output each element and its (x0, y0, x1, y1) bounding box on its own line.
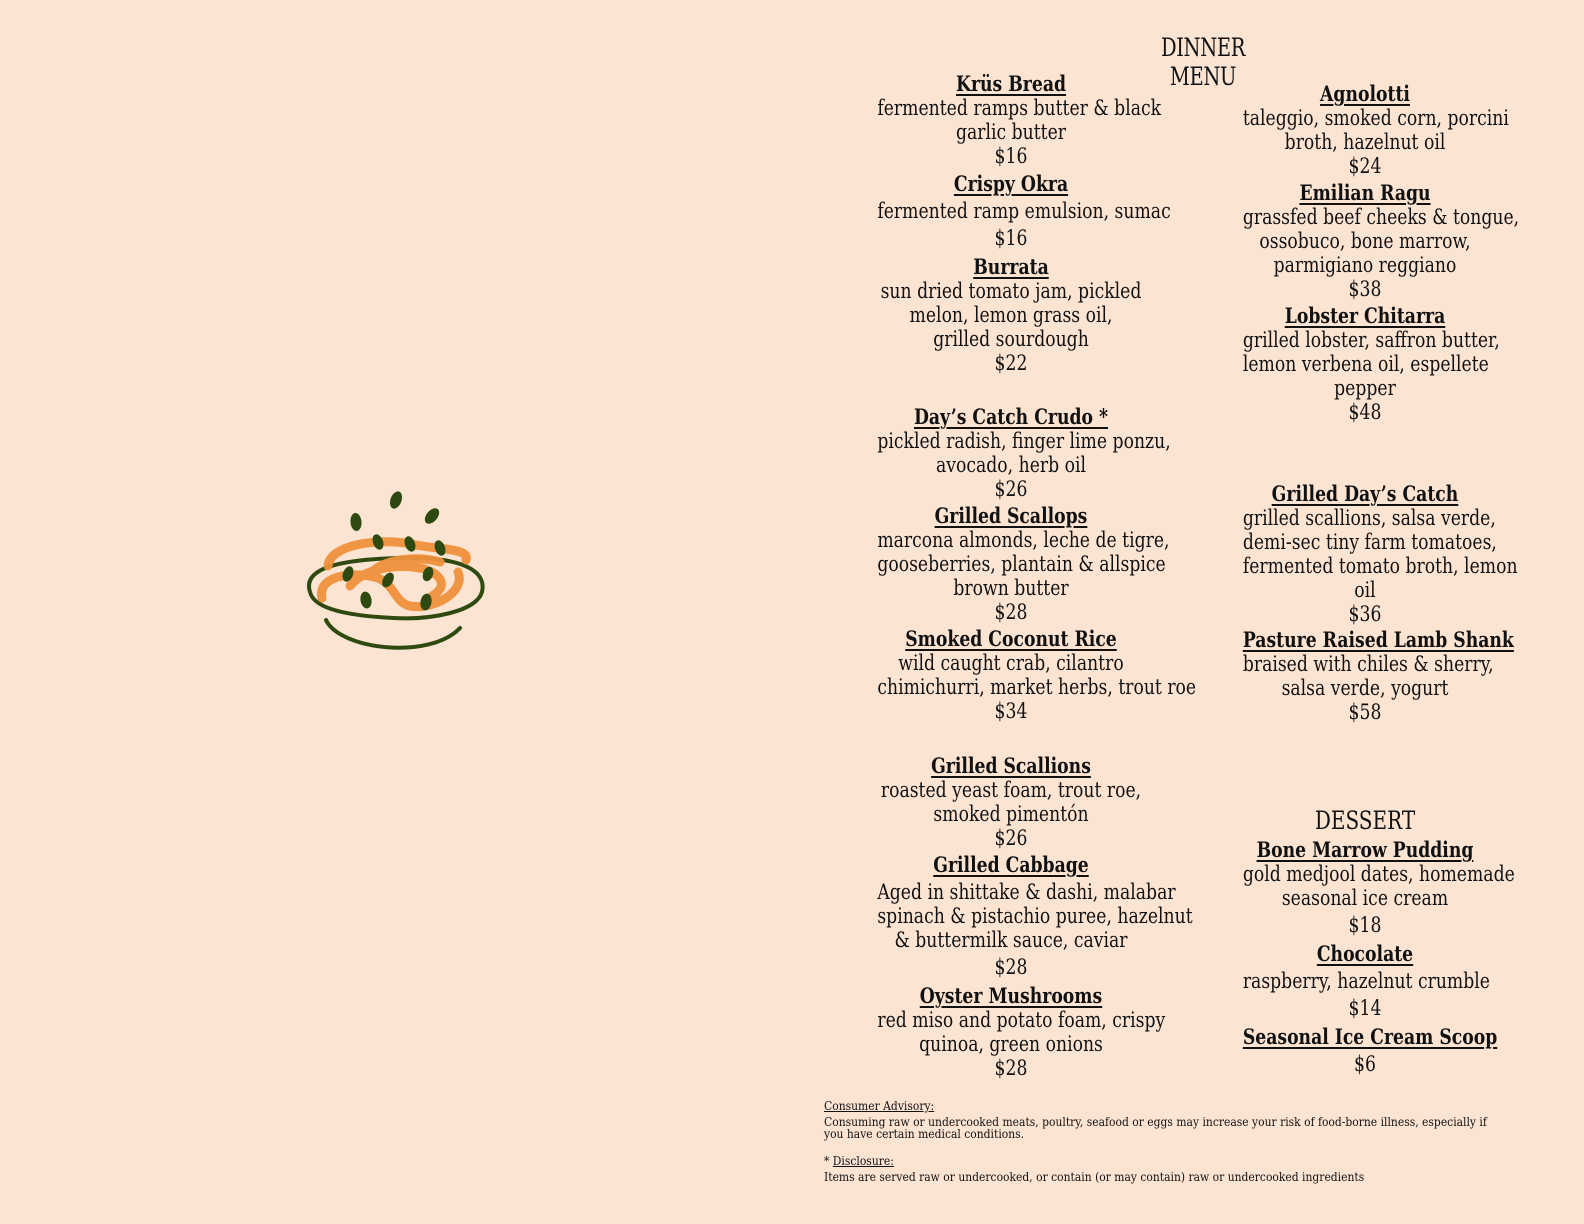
menu-item-price: $22 (994, 351, 1028, 375)
menu-item-name: Krüs Bread (955, 71, 1067, 96)
disclosure-text: Items are served raw or undercooked, or contain (or may contain) raw or undercooked ingredients (824, 1169, 1365, 1184)
menu-item (1216, 180, 1520, 301)
menu-item (1216, 628, 1514, 724)
menu-item (1216, 481, 1518, 626)
menu-item-price: $24 (1348, 154, 1382, 178)
menu-item-name: Pasture Raised Lamb Shank (1242, 627, 1514, 652)
pasta-bowl-illustration (300, 488, 490, 668)
menu-item-price: $36 (1348, 602, 1382, 626)
menu-item-desc: brown butter (953, 576, 1069, 600)
disclosure-heading-line (824, 1155, 1443, 1167)
menu-item-desc: parmigiano reggiano (1273, 253, 1457, 277)
menu-item-desc: gooseberries, plantain & allspice (877, 552, 1166, 576)
menu-item-name: Crispy Okra (953, 171, 1069, 196)
menu-item-desc: fermented ramps butter & black (877, 96, 1162, 120)
menu-item-price: $26 (994, 477, 1028, 501)
menu-item-price: $16 (994, 144, 1028, 168)
consumer-advisory (824, 1100, 1544, 1140)
menu-item-price: $6 (1354, 1052, 1376, 1076)
menu-item-name: Burrata (973, 254, 1049, 279)
menu-item-name: Grilled Scallions (931, 753, 1091, 778)
menu-item (848, 984, 1174, 1080)
menu-item-desc: gold medjool dates, homemade (1242, 862, 1515, 886)
menu-item-price: $28 (994, 955, 1028, 979)
menu-item-name: Smoked Coconut Rice (905, 626, 1117, 651)
menu-item-desc: marcona almonds, leche de tigre, (877, 528, 1170, 552)
menu-item-price: $34 (994, 699, 1028, 723)
menu-item-desc: smoked pimentón (933, 802, 1089, 826)
menu-item-desc: raspberry, hazelnut crumble (1242, 969, 1490, 993)
menu-item (1216, 82, 1514, 178)
menu-item (848, 754, 1174, 850)
menu-item-name: Lobster Chitarra (1284, 303, 1446, 328)
menu-item-desc: roasted yeast foam, trout roe, (880, 778, 1142, 802)
menu-item-name: Seasonal Ice Cream Scoop (1242, 1024, 1498, 1049)
menu-item-desc: avocado, herb oil (935, 453, 1087, 477)
menu-item-name: Day’s Catch Crudo * (913, 404, 1109, 429)
menu-item-desc: braised with chiles & sherry, (1242, 652, 1494, 676)
menu-item-price: $58 (1348, 700, 1382, 724)
menu-item-desc: melon, lemon grass oil, (909, 303, 1113, 327)
disclosure-marker: * (824, 1153, 833, 1168)
menu-item-desc: ossobuco, bone marrow, (1259, 229, 1471, 253)
menu-item-desc: fermented ramp emulsion, sumac (877, 199, 1171, 223)
advisory-text: Consuming raw or undercooked meats, poultry, seafood or eggs may increase your risk of food-borne illness, especially if (824, 1114, 1487, 1129)
menu-item-desc: wild caught crab, cilantro (898, 651, 1124, 675)
menu-item-name: Bone Marrow Pudding (1256, 837, 1474, 862)
advisory-text: you have certain medical conditions. (824, 1126, 1025, 1141)
menu-item-desc: red miso and potato foam, crispy (877, 1008, 1166, 1032)
menu-item-desc: garlic butter (955, 120, 1067, 144)
menu-item-desc: grilled sourdough (933, 327, 1089, 351)
menu-item-desc: quinoa, green onions (919, 1032, 1103, 1056)
menu-item-price: $26 (994, 826, 1028, 850)
menu-item-desc: broth, hazelnut oil (1284, 130, 1446, 154)
menu-item (1216, 304, 1514, 424)
dessert-heading: DESSERT (1314, 806, 1416, 835)
menu-item (848, 172, 1174, 250)
menu-item-price: $28 (994, 1056, 1028, 1080)
menu-item-desc: grilled scallions, salsa verde, (1242, 506, 1496, 530)
menu-item-desc: seasonal ice cream (1281, 886, 1449, 910)
menu-item-desc: Aged in shittake & dashi, malabar (877, 880, 1176, 904)
menu-item (848, 255, 1174, 375)
bowl-base-icon (326, 620, 460, 648)
menu-item (848, 72, 1174, 168)
menu-item (848, 852, 1193, 979)
menu-item-desc: chimichurri, market herbs, trout roe (877, 675, 1197, 699)
menu-item-desc: pepper (1334, 376, 1396, 400)
menu-item-desc: pickled radish, finger lime ponzu, (877, 429, 1171, 453)
menu-item-desc: demi-sec tiny farm tomatoes, (1242, 530, 1497, 554)
menu-item-desc: lemon verbena oil, espellete (1242, 352, 1489, 376)
menu-item-desc: grassfed beef cheeks & tongue, (1242, 205, 1520, 229)
menu-item-desc: & buttermilk sauce, caviar (894, 928, 1128, 952)
menu-item (1216, 838, 1514, 937)
menu-item-price: $14 (1348, 996, 1382, 1020)
disclosure (824, 1155, 1544, 1183)
menu-item-name: Chocolate (1316, 941, 1414, 966)
menu-item-desc: salsa verde, yogurt (1281, 676, 1449, 700)
advisory-heading: Consumer Advisory: (824, 1098, 935, 1113)
menu-item-desc: fermented tomato broth, lemon (1242, 554, 1518, 578)
menu-item-price: $28 (994, 600, 1028, 624)
menu-item-desc: sun dried tomato jam, pickled (880, 279, 1142, 303)
disclosure-heading: Disclosure: (832, 1153, 894, 1168)
menu-title: DINNER MENU (1160, 33, 1246, 91)
menu-item (848, 626, 1197, 723)
menu-item-name: Grilled Cabbage (933, 852, 1089, 877)
menu-item-desc: oil (1354, 578, 1376, 602)
menu-item-price: $48 (1348, 400, 1382, 424)
menu-item-price: $16 (994, 226, 1028, 250)
menu-item (848, 504, 1174, 624)
menu-item (1216, 1025, 1514, 1076)
menu-item-name: Oyster Mushrooms (919, 983, 1103, 1008)
menu-item-desc: spinach & pistachio puree, hazelnut (877, 904, 1193, 928)
menu-item-desc: taleggio, smoked corn, porcini (1242, 106, 1509, 130)
menu-item-name: Grilled Day’s Catch (1271, 481, 1459, 506)
menu-item-name: Agnolotti (1320, 81, 1410, 106)
menu-item-price: $18 (1348, 913, 1382, 937)
menu-item-price: $38 (1348, 277, 1382, 301)
menu-item (848, 405, 1174, 501)
menu-item (1216, 942, 1514, 1020)
menu-item-name: Grilled Scallops (934, 503, 1088, 528)
menu-item-desc: grilled lobster, saffron butter, (1242, 328, 1500, 352)
menu-item-name: Emilian Ragu (1299, 180, 1431, 205)
